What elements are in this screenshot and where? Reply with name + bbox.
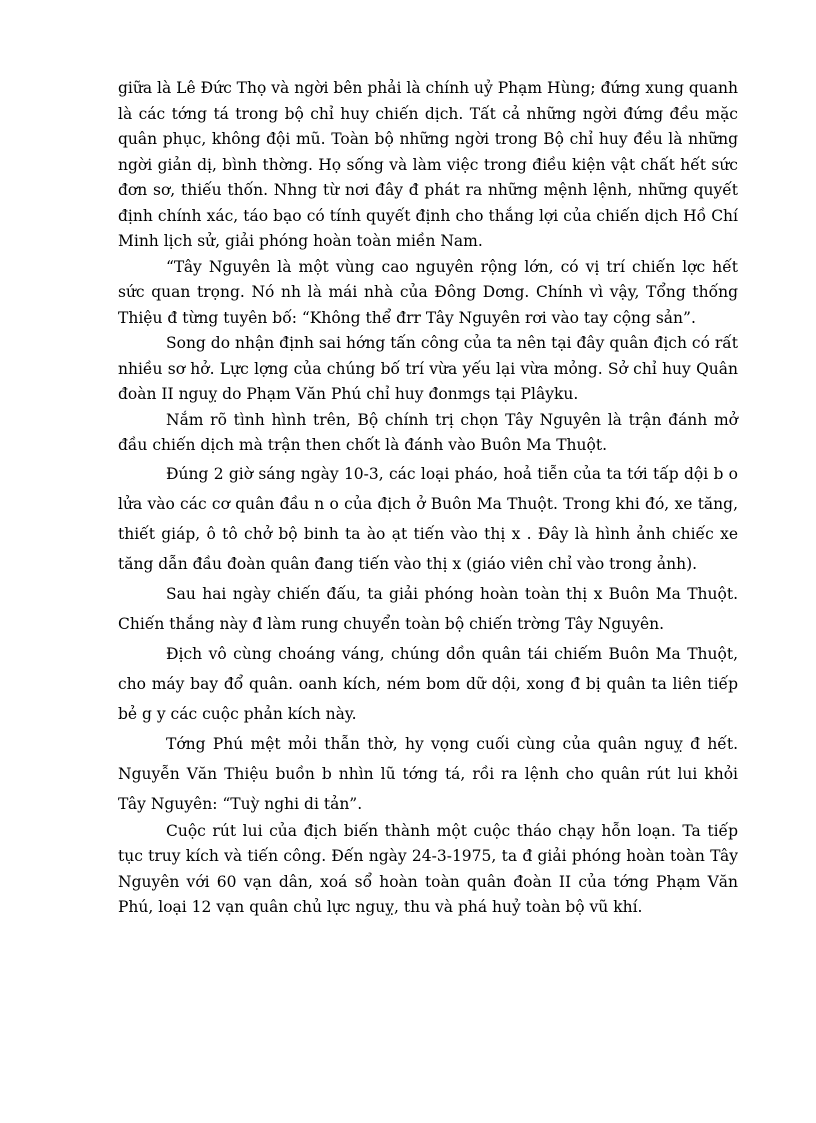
paragraph-4: Nắm rõ tình hình trên, Bộ chính trị chọn Tây Nguyên là trận đánh mở đầu chiến dịch mà trận then chốt là đánh vào Buôn Ma Thuột. xyxy=(118,410,738,454)
paragraph-5: Đúng 2 giờ sáng ngày 10-3, các loại pháo, hoả tiễn của ta tới tấp dội b o lửa vào các cơ quân đầu n o của địch ở Buôn Ma Thuột. Trong khi đó, xe tăng, thiết giáp, ô tô chở bộ binh ta ào ạt tiến vào thị x . Đây là hình ảnh chiếc xe tăng dẫn đầu đoàn quân đang tiến vào thị x (giáo viên chỉ vào trong ảnh). xyxy=(118,464,738,573)
paragraph-7: Địch vô cùng choáng váng, chúng dồn quân tái chiếm Buôn Ma Thuột, cho máy bay đổ quân. oanh kích, ném bom dữ dội, xong đ bị quân ta liên tiếp bẻ g y các cuộc phản kích này. xyxy=(118,644,738,723)
paragraph-9: Cuộc rút lui của địch biến thành một cuộc tháo chạy hỗn loạn. Ta tiếp tục truy kích và tiến công. Đến ngày 24-3-1975, ta đ giải phóng hoàn toàn Tây Nguyên với 60 vạn dân, xoá sổ hoàn toàn quân đoàn II của tớng Phạm Văn Phú, loại 12 vạn quân chủ lực nguỵ, thu và phá huỷ toàn bộ vũ khí. xyxy=(118,821,738,916)
paragraph-8: Tớng Phú mệt mỏi thẫn thờ, hy vọng cuối cùng của quân nguỵ đ hết. Nguyễn Văn Thiệu buồn b nhìn lũ tớng tá, rồi ra lệnh cho quân rút lui khỏi Tây Nguyên: “Tuỳ nghi di tản”. xyxy=(118,734,738,813)
document-body xyxy=(118,76,738,921)
paragraph-3: Song do nhận định sai hớng tấn công của ta nên tại đây quân địch có rất nhiều sơ hở. Lực lợng của chúng bố trí vừa yếu lại vừa mỏng. Sở chỉ huy Quân đoàn II nguỵ do Phạm Văn Phú chỉ huy đonmgs tại Plâyku. xyxy=(118,334,738,403)
paragraph-1: giữa là Lê Đức Thọ và ngời bên phải là chính uỷ Phạm Hùng; đứng xung quanh là các tớng tá trong bộ chỉ huy chiến dịch. Tất cả những ngời đứng đều mặc quân phục, không đội mũ. Toàn bộ những ngời trong Bộ chỉ huy đều là những ngời giản dị, bình thờng. Họ sống và làm việc trong điều kiện vật chất hết sức đơn sơ, thiếu thốn. Nhng từ nơi đây đ phát ra những mệnh lệnh, những quyết định chính xác, táo bạo có tính quyết định cho thắng lợi của chiến dịch Hồ Chí Minh lịch sử, giải phóng hoàn toàn miền Nam. xyxy=(118,79,738,250)
paragraph-6: Sau hai ngày chiến đấu, ta giải phóng hoàn toàn thị x Buôn Ma Thuột. Chiến thắng này đ làm rung chuyển toàn bộ chiến trờng Tây Nguyên. xyxy=(118,584,738,633)
paragraph-2: “Tây Nguyên là một vùng cao nguyên rộng lớn, có vị trí chiến lợc hết sức quan trọng. Nó nh là mái nhà của Đông Dơng. Chính vì vậy, Tổng thống Thiệu đ từng tuyên bố: “Không thể đrr Tây Nguyên rơi vào tay cộng sản”. xyxy=(118,257,738,327)
